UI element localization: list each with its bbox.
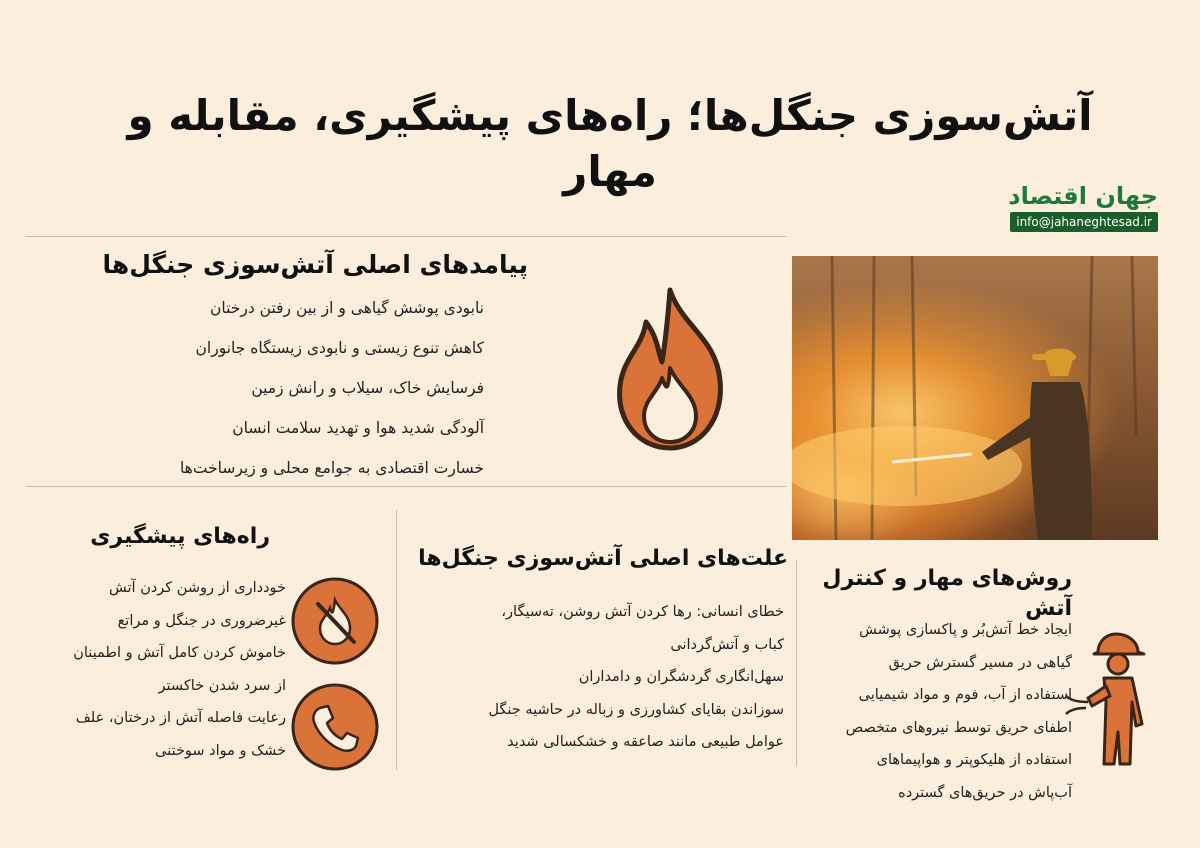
list-item: سوزاندن بقایای کشاورزی و زباله در حاشیه جنگل [488,701,784,718]
list-item: گیاهی در مسیر گسترش حریق [888,654,1072,671]
firefighter-photo [792,256,1158,540]
firefighter-icon [1064,628,1174,768]
list-item: از سرد شدن خاکستر [158,677,286,694]
phone-icon [290,682,380,772]
flame-icon [596,282,744,458]
list-item: آب‌پاش در حریق‌های گسترده [898,784,1072,801]
list-item: خاموش کردن کامل آتش و اطمینان [73,645,286,661]
list-item: کباب و آتش‌گردانی [670,636,784,653]
list-item: خسارت اقتصادی به جوامع محلی و زیرساخت‌ها [179,459,484,477]
control-list [800,614,1072,809]
consequences-list [100,288,484,488]
brand-url: info@jahaneghtesad.ir [1010,212,1158,232]
list-item: سهل‌انگاری گردشگران و دامداران [578,669,784,685]
list-item: خشک و مواد سوختنی [155,742,286,759]
prevention-title: راه‌های پیشگیری [90,524,270,549]
list-item: ایجاد خط آتش‌بُر و پاکسازی پوشش [859,622,1072,638]
consequences-title: پیامدهای اصلی آتش‌سوزی جنگل‌ها [102,250,528,279]
consequences-section [100,248,528,282]
prevention-list [34,572,286,767]
causes-list [400,596,784,759]
list-item: نابودی پوشش گیاهی و از بین رفتن درختان [209,299,484,317]
control-title: روش‌های مهار و کنترل آتش [822,566,1072,621]
divider-vertical-left [396,510,397,770]
list-item: عوامل طبیعی مانند صاعقه و خشکسالی شدید [507,734,784,750]
causes-title: علت‌های اصلی آتش‌سوزی جنگل‌ها [418,546,788,571]
brand-logo [1008,182,1158,232]
divider-vertical-right [796,560,797,766]
list-item: استفاده از آب، فوم و مواد شیمیایی [858,687,1072,703]
no-fire-icon [290,576,380,666]
list-item: استفاده از هلیکوپتر و هواپیماهای [876,752,1072,768]
page-title: آتش‌سوزی جنگل‌ها؛ راه‌های پیشگیری، مقابله و مهار [127,91,1093,196]
list-item: فرسایش خاک، سیلاب و رانش زمین [251,379,484,397]
list-item: غیرضروری در جنگل و مراتع [117,612,286,629]
divider-top [26,236,786,237]
list-item: رعایت فاصله آتش از درختان، علف [75,710,286,726]
list-item: اطفای حریق توسط نیروهای متخصص [845,719,1072,736]
list-item: خودداری از روشن کردن آتش [109,580,286,596]
list-item: آلودگی شدید هوا و تهدید سلامت انسان [232,419,484,437]
brand-name: جهان اقتصاد [1008,182,1158,210]
list-item: خطای انسانی: رها کردن آتش روشن، ته‌سیگار، [501,604,784,620]
list-item: کاهش تنوع زیستی و نابودی زیستگاه جانوران [195,339,484,357]
